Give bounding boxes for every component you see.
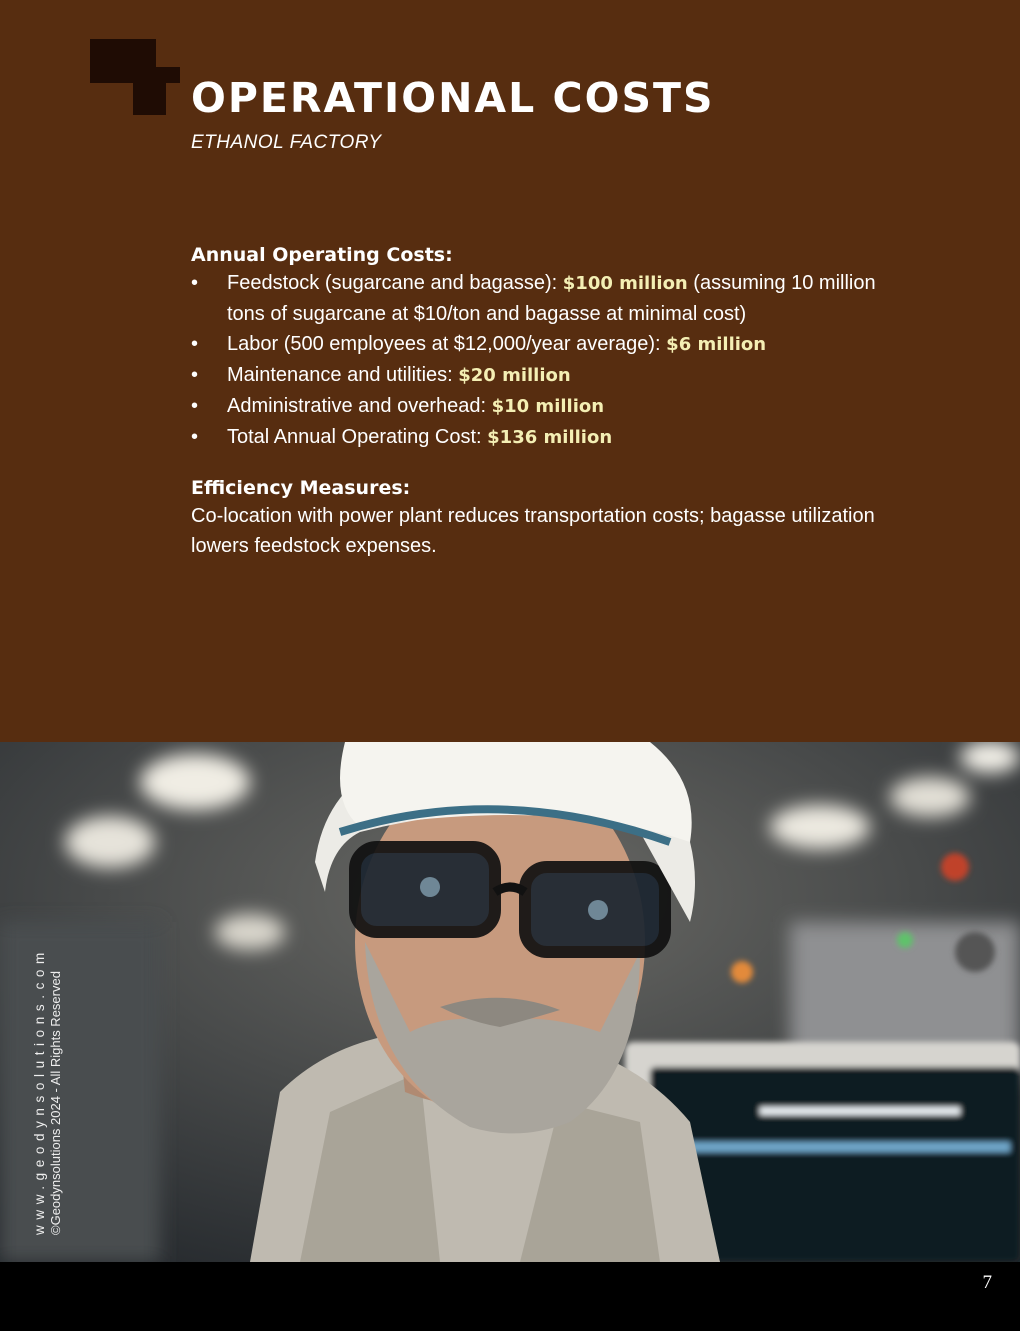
sidebar-credits xyxy=(32,947,63,1235)
copyright-notice: ©Geodynsolutions 2024 - All Rights Reserved xyxy=(48,971,63,1235)
page-title: OPERATIONAL COSTS xyxy=(191,74,715,122)
logo-squares-icon xyxy=(90,39,180,115)
item-text: Feedstock (sugarcane and bagasse): xyxy=(227,272,563,294)
item-text: Labor (500 employees at $12,000/year average): xyxy=(227,333,667,355)
item-text: Administrative and overhead: xyxy=(227,395,492,417)
list-item xyxy=(191,360,891,391)
item-text: Total Annual Operating Cost: xyxy=(227,426,488,448)
cost-list xyxy=(191,268,891,453)
list-item xyxy=(191,329,891,360)
list-item xyxy=(191,391,891,422)
item-value: $10 million xyxy=(491,396,605,417)
efficiency-heading: Efficiency Measures: xyxy=(191,477,411,499)
item-value: $100 million xyxy=(562,273,688,294)
page-number: 7 xyxy=(982,1272,992,1293)
item-text: Maintenance and utilities: xyxy=(227,364,459,386)
item-value: $20 million xyxy=(458,365,571,386)
annual-costs-heading: Annual Operating Costs: xyxy=(191,244,453,266)
item-value: $6 million xyxy=(666,334,767,355)
page-subtitle: ETHANOL FACTORY xyxy=(191,132,382,153)
footer-bar xyxy=(0,1262,1020,1331)
efficiency-body: Co-location with power plant reduces transportation costs; bagasse utilization lowers feedstock expenses. xyxy=(191,505,875,557)
list-item xyxy=(191,268,891,329)
engineer-photo-icon xyxy=(0,742,1020,1262)
website-url: www.geodynsolutions.com xyxy=(32,947,47,1235)
item-note: (assuming 10 million tons of sugarcane at $10/ton and bagasse at minimal cost) xyxy=(227,272,876,325)
list-item xyxy=(191,422,891,453)
main-content xyxy=(191,242,891,561)
item-value: $136 million xyxy=(487,427,613,448)
